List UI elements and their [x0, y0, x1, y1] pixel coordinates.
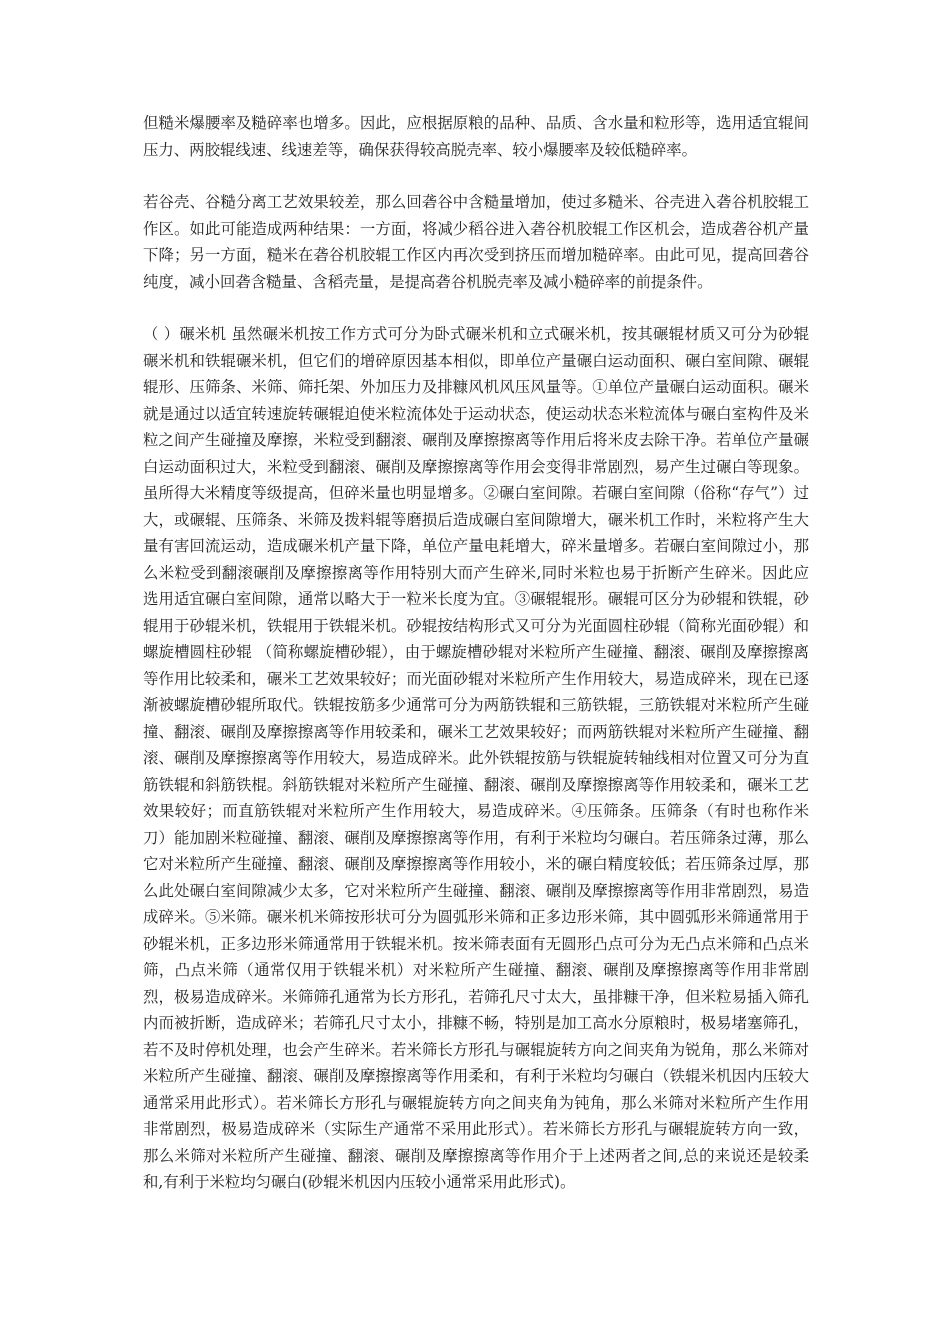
paragraph-2: 若谷壳、谷糙分离工艺效果较差，那么回砻谷中含糙量增加，使过多糙米、谷壳进入砻谷机胶辊工作区。如此可能造成两种结果：一方面，将减少稻谷进入砻谷机胶辊工作区机会，造成砻谷机产量下降；另一方面，糙米在砻谷机胶辊工作区内再次受到挤压而增加糙碎率。由此可见，提高回砻谷纯度，减小回砻含糙量、含稻壳量，是提高砻谷机脱壳率及减小糙碎率的前提条件。	[143, 193, 809, 291]
paragraph-1: 但糙米爆腰率及糙碎率也增多。因此，应根据原粮的品种、品质、含水量和粒形等，选用适宜辊间压力、两胶辊线速、线速差等，确保获得较高脱壳率、较小爆腰率及较低糙碎率。	[143, 114, 809, 159]
document-body	[143, 110, 809, 1222]
paragraph-3: （ ）碾米机 虽然碾米机按工作方式可分为卧式碾米机和立式碾米机，按其碾辊材质又可分为砂辊碾米机和铁辊碾米机，但它们的增碎原因基本相似，即单位产量碾白运动面积、碾白室间隙、碾辊辊形、压筛条、米筛、筛托架、外加压力及排糠风机风压风量等。①单位产量碾白运动面积。碾米就是通过以适宜转速旋转碾辊迫使米粒流体处于运动状态，使运动状态米粒流体与碾白室构件及米粒之间产生碰撞及摩擦，米粒受到翻滚、碾削及摩擦擦离等作用后将米皮去除干净。若单位产量碾白运动面积过大，米粒受到翻滚、碾削及摩擦擦离等作用会变得非常剧烈，易产生过碾白等现象。虽所得大米精度等级提高，但碎米量也明显增多。②碾白室间隙。若碾白室间隙（俗称“存气”）过大，或碾辊、压筛条、米筛及拨料辊等磨损后造成碾白室间隙增大，碾米机工作时，米粒将产生大量有害回流运动，造成碾米机产量下降，单位产量电耗增大，碎米量增多。若碾白室间隙过小，那么米粒受到翻滚碾削及摩擦擦离等作用特别大而产生碎米,同时米粒也易于折断产生碎米。因此应选用适宜碾白室间隙，通常以略大于一粒米长度为宜。③碾辊辊形。碾辊可区分为砂辊和铁辊，砂辊用于砂辊米机，铁辊用于铁辊米机。砂辊按结构形式又可分为光面圆柱砂辊（简称光面砂辊）和螺旋槽圆柱砂辊 （简称螺旋槽砂辊），由于螺旋槽砂辊对米粒所产生碰撞、翻滚、碾削及摩擦擦离等作用比较柔和，碾米工艺效果较好；而光面砂辊对米粒所产生作用较大，易造成碎米，现在已逐渐被螺旋槽砂辊所取代。铁辊按筋多少通常可分为两筋铁辊和三筋铁辊，三筋铁辊对米粒所产生碰撞、翻滚、碾削及摩擦擦离等作用较柔和，碾米工艺效果较好；而两筋铁辊对米粒所产生碰撞、翻滚、碾削及摩擦擦离等作用较大，易造成碎米。此外铁辊按筋与铁辊旋转轴线相对位置又可分为直筋铁辊和斜筋铁棍。斜筋铁辊对米粒所产生碰撞、翻滚、碾削及摩擦擦离等作用较柔和，碾米工艺效果较好；而直筋铁辊对米粒所产生作用较大，易造成碎米。④压筛条。压筛条（有时也称作米刀）能加剧米粒碰撞、翻滚、碾削及摩擦擦离等作用，有利于米粒均匀碾白。若压筛条过薄，那么它对米粒所产生碰撞、翻滚、碾削及摩擦擦离等作用较小，米的碾白精度较低；若压筛条过厚，那么此处碾白室间隙减少太多，它对米粒所产生碰撞、翻滚、碾削及摩擦擦离等作用非常剧烈，易造成碎米。⑤米筛。碾米机米筛按形状可分为圆弧形米筛和正多边形米筛，其中圆弧形米筛通常用于砂辊米机，正多边形米筛通常用于铁辊米机。按米筛表面有无圆形凸点可分为无凸点米筛和凸点米筛，凸点米筛（通常仅用于铁辊米机）对米粒所产生碰撞、翻滚、碾削及摩擦擦离等作用非常剧烈，极易造成碎米。米筛筛孔通常为长方形孔，若筛孔尺寸太大，虽排糠干净，但米粒易插入筛孔内而被折断，造成碎米；若筛孔尺寸太小，排糠不畅，特别是加工高水分原粮时，极易堵塞筛孔，若不及时停机处理，也会产生碎米。若米筛长方形孔与碾辊旋转方向之间夹角为锐角，那么米筛对米粒所产生碰撞、翻滚、碾削及摩擦擦离等作用柔和，有利于米粒均匀碾白（铁辊米机因内压较大通常采用此形式）。若米筛长方形孔与碾辊旋转方向之间夹角为钝角，那么米筛对米粒所产生作用非常剧烈，极易造成碎米（实际生产通常不采用此形式）。若米筛长方形孔与碾辊旋转方向一致，那么米筛对米粒所产生碰撞、翻滚、碾削及摩擦擦离等作用介于上述两者之间,总的来说还是较柔和,有利于米粒均匀碾白(砂辊米机因内压较小通常采用此形式)。	[143, 325, 809, 1191]
